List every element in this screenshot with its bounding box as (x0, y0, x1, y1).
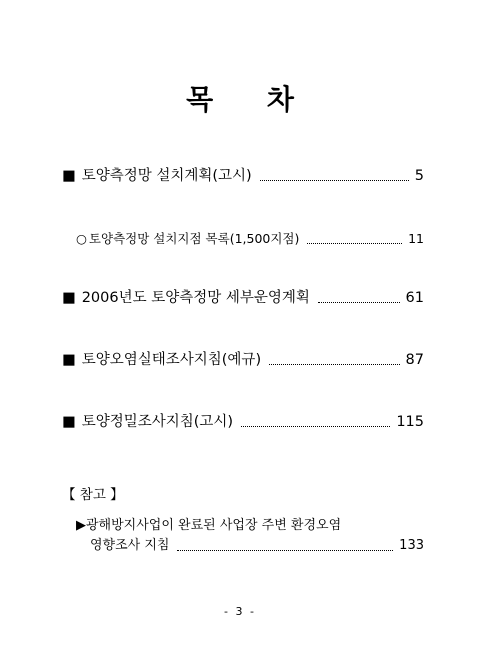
toc-page-number: 133 (399, 538, 424, 553)
reference-entry-line2[interactable] (90, 537, 424, 555)
toc-page-number: 5 (414, 168, 424, 184)
toc-entry-text: 토양측정망 설치지점 목록(1,500지점) (88, 231, 300, 246)
dotted-leader (177, 550, 393, 551)
toc-page-number: 61 (405, 290, 424, 306)
dotted-leader (318, 302, 400, 303)
toc-entry-1[interactable] (62, 167, 424, 185)
page-number-footer: - 3 - (224, 605, 256, 618)
toc-entry-4[interactable] (62, 351, 424, 369)
reference-entry-text: 광해방지사업이 완료된 사업장 주변 환경오염 (86, 518, 342, 533)
toc-entry-text: 토양오염실태조사지침(예규) (81, 352, 262, 368)
toc-entry-text: 토양측정망 설치계획(고시) (81, 168, 252, 184)
dotted-leader (260, 180, 409, 181)
toc-entry-text: 2006년도 토양측정망 세부운영계획 (81, 290, 310, 306)
toc-page-number: 11 (408, 231, 424, 246)
toc-page-number: 115 (396, 414, 424, 430)
toc-page-number: 87 (405, 352, 424, 368)
square-bullet-icon: ■ (62, 290, 76, 306)
dotted-leader (241, 426, 390, 427)
page-title: 목 차 (186, 83, 316, 116)
circle-bullet-icon: ○ (76, 231, 87, 246)
dotted-leader (307, 243, 402, 244)
reference-entry-line1[interactable] (76, 514, 341, 533)
square-bullet-icon: ■ (62, 352, 76, 368)
toc-entry-5[interactable] (62, 413, 424, 431)
reference-heading: 【 참고 】 (62, 487, 124, 503)
dotted-leader (269, 364, 399, 365)
toc-entry-text: 토양정밀조사지침(고시) (81, 414, 234, 430)
triangle-bullet-icon: ▶ (76, 518, 86, 533)
square-bullet-icon: ■ (62, 168, 76, 184)
square-bullet-icon: ■ (62, 414, 76, 430)
toc-entry-2[interactable] (76, 230, 424, 248)
toc-entry-3[interactable] (62, 289, 424, 307)
reference-entry-text-continued: 영향조사 지침 (90, 538, 170, 553)
